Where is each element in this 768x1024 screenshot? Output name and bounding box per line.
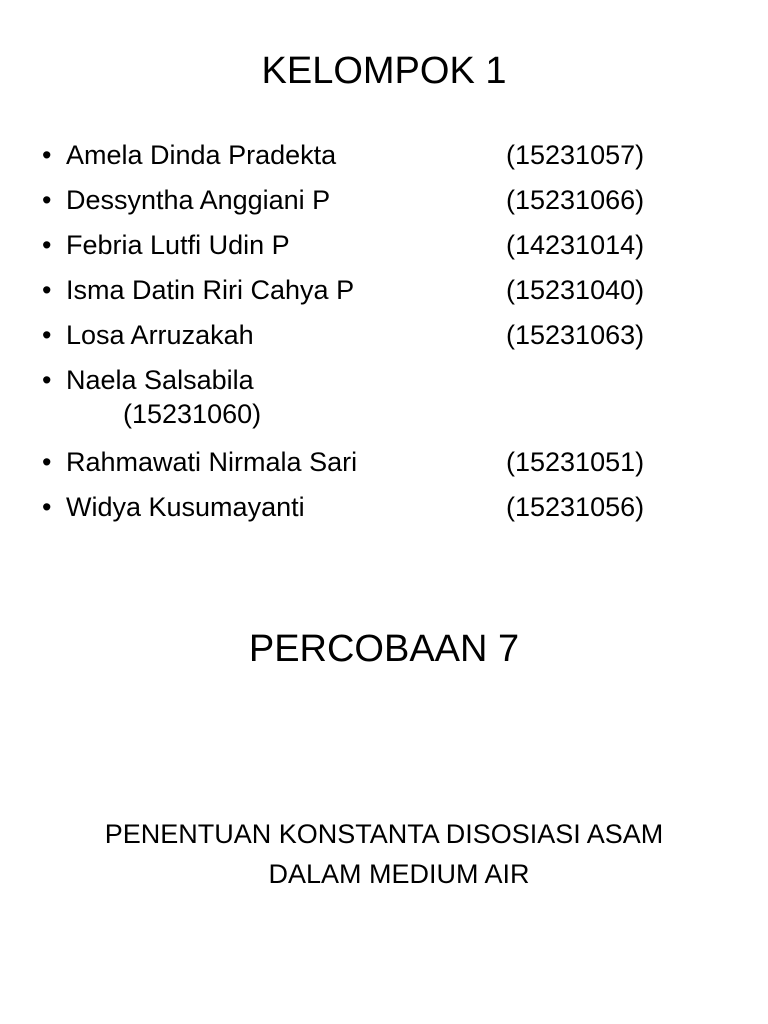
subtitle-line-2: DALAM MEDIUM AIR xyxy=(268,859,530,889)
member-nim: (15231040) xyxy=(506,275,645,305)
list-item xyxy=(42,318,702,363)
member-name: Naela Salsabila xyxy=(66,365,254,395)
bullet-icon: • xyxy=(42,365,52,395)
experiment-subtitle xyxy=(0,814,768,894)
member-nim: (15231063) xyxy=(506,320,645,350)
member-nim: (15231056) xyxy=(506,492,645,522)
bullet-icon: • xyxy=(42,492,52,522)
list-item xyxy=(42,490,702,535)
list-item xyxy=(42,273,702,318)
bullet-icon: • xyxy=(42,185,52,215)
member-name: Febria Lutfi Udin P xyxy=(66,230,290,260)
member-nim: (14231014) xyxy=(506,230,645,260)
member-name: Rahmawati Nirmala Sari xyxy=(66,447,358,477)
member-name: Widya Kusumayanti xyxy=(66,492,305,522)
member-nim: (15231057) xyxy=(506,140,645,170)
member-name: Amela Dinda Pradekta xyxy=(66,140,337,170)
bullet-icon: • xyxy=(42,230,52,260)
member-name: Isma Datin Riri Cahya P xyxy=(66,275,355,305)
subtitle-line-1: PENENTUAN KONSTANTA DISOSIASI ASAM xyxy=(104,819,664,849)
member-nim: (15231060) xyxy=(123,399,262,429)
member-name: Losa Arruzakah xyxy=(66,320,254,350)
list-item xyxy=(42,138,702,183)
list-item xyxy=(42,183,702,228)
group-heading: KELOMPOK 1 xyxy=(261,50,507,92)
member-list xyxy=(42,138,702,535)
bullet-icon: • xyxy=(42,447,52,477)
bullet-icon: • xyxy=(42,320,52,350)
member-nim: (15231051) xyxy=(506,447,645,477)
experiment-title: PERCOBAAN 7 xyxy=(248,628,520,670)
list-item xyxy=(42,445,702,490)
bullet-icon: • xyxy=(42,275,52,305)
bullet-icon: • xyxy=(42,140,52,170)
member-name: Dessyntha Anggiani P xyxy=(66,185,331,215)
list-item xyxy=(42,363,702,445)
member-nim: (15231066) xyxy=(506,185,645,215)
list-item xyxy=(42,228,702,273)
